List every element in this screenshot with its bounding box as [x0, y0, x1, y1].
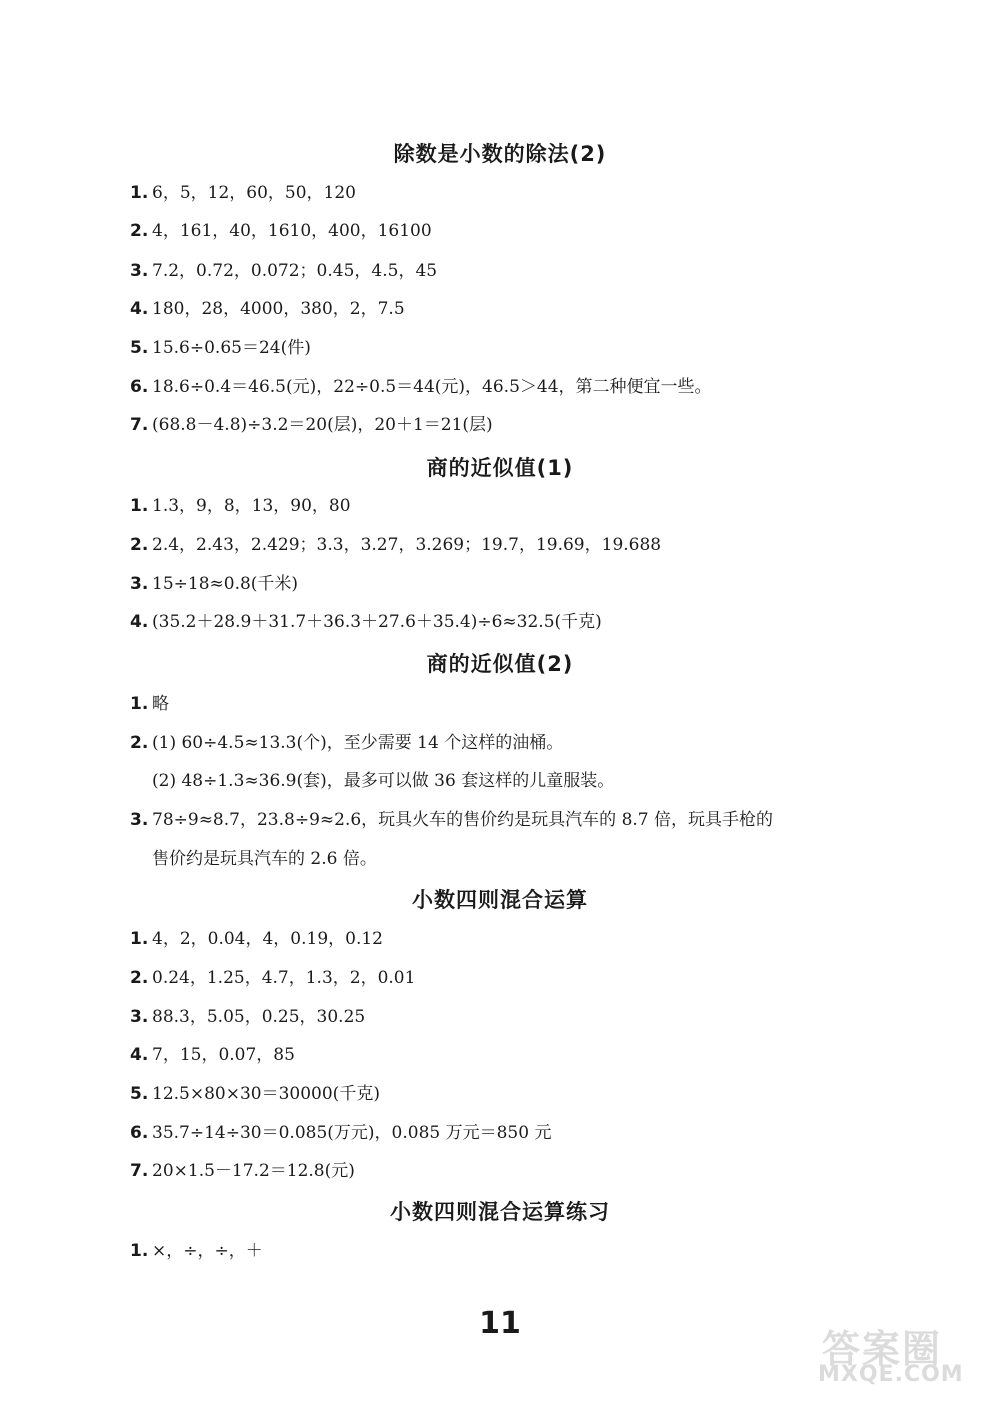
item-number: 1. [130, 496, 149, 516]
section-title: 商的近似值(2) [426, 652, 574, 676]
item-text: 4，161，40，1610，400，16100 [152, 221, 432, 241]
answer-line [130, 1043, 295, 1067]
item-text: 1.3，9，8，13，90，80 [152, 496, 351, 516]
watermark-url: MXQE.COM [818, 1362, 964, 1387]
item-text: 15.6÷0.65＝24(件) [152, 338, 311, 358]
answer-line [130, 259, 437, 283]
answer-line [130, 413, 493, 437]
item-number: 1. [130, 694, 149, 714]
item-text: (35.2＋28.9＋31.7＋36.3＋27.6＋35.4)÷6≈32.5(千克) [152, 612, 602, 632]
item-number: 5. [130, 338, 149, 358]
item-text: 180，28，4000，380，2，7.5 [152, 299, 405, 319]
answer-line [130, 533, 661, 557]
item-number: 3. [130, 261, 149, 281]
item-text: 15÷18≈0.8(千米) [152, 574, 299, 594]
answer-line [130, 297, 405, 321]
section-title: 商的近似值(1) [426, 456, 574, 480]
answer-line [130, 1159, 355, 1183]
answer-line [130, 336, 311, 360]
answer-line-continuation: (2) 48÷1.3≈36.9(套)，最多可以做 36 套这样的儿童服装。 [152, 771, 615, 791]
item-text: 35.7÷14÷30＝0.085(万元)，0.085 万元＝850 元 [152, 1123, 552, 1143]
answer-line [130, 572, 298, 596]
item-number: 5. [130, 1084, 149, 1104]
item-number: 6. [130, 1123, 149, 1143]
answer-line [130, 494, 351, 518]
item-text: 4，2，0.04，4，0.19，0.12 [152, 929, 384, 949]
item-number: 7. [130, 415, 149, 435]
item-text: ×，÷，÷，＋ [152, 1241, 263, 1261]
item-number: 1. [130, 183, 149, 203]
answer-line [130, 1082, 380, 1106]
answer-line [130, 1239, 263, 1263]
item-text: 略 [152, 694, 169, 714]
item-text: 88.3，5.05，0.25，30.25 [152, 1007, 366, 1027]
item-number: 2. [130, 535, 149, 555]
item-number: 4. [130, 299, 149, 319]
item-text: 7，15，0.07，85 [152, 1045, 295, 1065]
item-text: 0.24，1.25，4.7，1.3，2，0.01 [152, 968, 416, 988]
answer-line [130, 219, 432, 243]
answer-line-continuation: 售价约是玩具汽车的 2.6 倍。 [152, 849, 377, 869]
watermark-text: 答案圈 [822, 1327, 943, 1371]
item-text: 7.2，0.72，0.072；0.45，4.5，45 [152, 261, 438, 281]
answer-line [130, 966, 415, 990]
item-text: 20×1.5－17.2＝12.8(元) [152, 1161, 355, 1181]
item-number: 2. [130, 733, 149, 753]
answer-line [130, 181, 356, 205]
item-number: 2. [130, 221, 149, 241]
item-text: (68.8－4.8)÷3.2＝20(层)，20＋1＝21(层) [152, 415, 493, 435]
answer-line [130, 927, 383, 951]
item-text: (1) 60÷4.5≈13.3(个)，至少需要 14 个这样的油桶。 [152, 733, 564, 753]
page-number: 11 [479, 1306, 521, 1341]
section-title: 小数四则混合运算 [412, 888, 588, 912]
answer-line [130, 375, 712, 399]
answer-line [130, 1005, 365, 1029]
item-number: 6. [130, 377, 149, 397]
answer-line [130, 808, 773, 832]
item-number: 4. [130, 1045, 149, 1065]
item-text: 78÷9≈8.7，23.8÷9≈2.6，玩具火车的售价约是玩具汽车的 8.7 倍，玩具手枪的 [152, 810, 774, 830]
item-text: 18.6÷0.4＝46.5(元)，22÷0.5＝44(元)，46.5＞44，第二种便宜一些。 [152, 377, 712, 397]
answer-line [130, 1121, 551, 1145]
item-number: 3. [130, 574, 149, 594]
section-title: 除数是小数的除法(2) [393, 142, 607, 166]
answer-line [130, 692, 169, 716]
item-number: 3. [130, 810, 149, 830]
item-number: 3. [130, 1007, 149, 1027]
item-text: 2.4，2.43，2.429；3.3，3.27，3.269；19.7，19.69，19.688 [152, 535, 662, 555]
item-text: 12.5×80×30＝30000(千克) [152, 1084, 380, 1104]
section-title: 小数四则混合运算练习 [390, 1200, 610, 1224]
item-number: 2. [130, 968, 149, 988]
answer-line [130, 610, 602, 634]
item-number: 7. [130, 1161, 149, 1181]
answer-line [130, 731, 563, 755]
item-number: 4. [130, 612, 149, 632]
item-number: 1. [130, 1241, 149, 1261]
item-number: 1. [130, 929, 149, 949]
watermark-logo [818, 1318, 978, 1390]
item-text: 6，5，12，60，50，120 [152, 183, 356, 203]
